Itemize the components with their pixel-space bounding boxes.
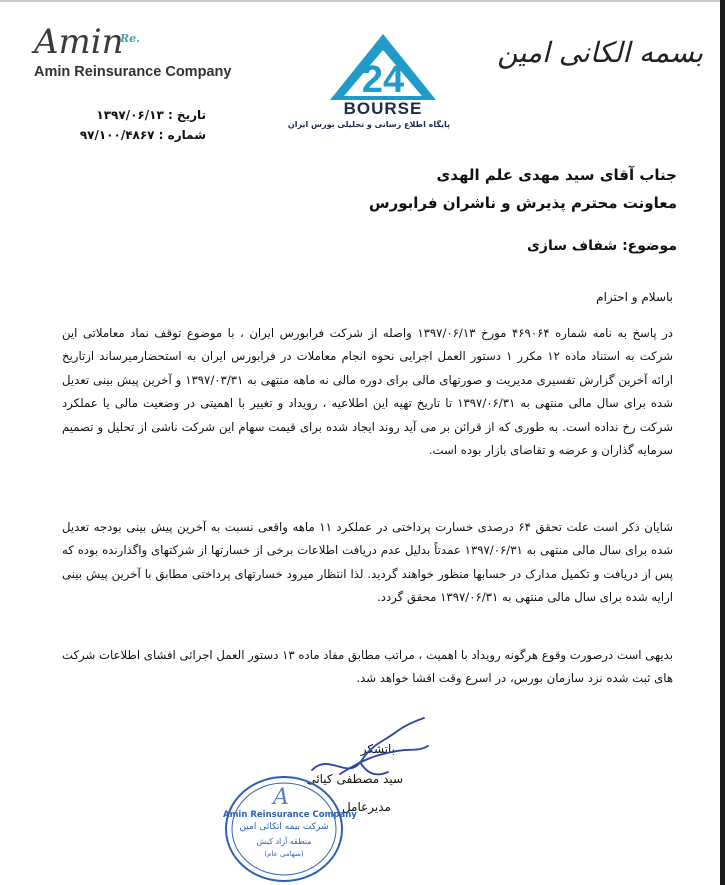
stamp-persian-name: شرکت بیمه اتکائی امین [239,822,329,832]
signature-name: سید مصطفی کیائی [306,772,403,786]
stamp-english-name: Amin Reinsurance Company [223,810,357,820]
signature-thanks: باتشکر [360,742,395,756]
addressee-name: جناب آقای سید مهدی علم الهدی [436,166,677,184]
letter-number: شماره : ۹۷/۱۰۰/۴۸۶۷ [79,128,206,142]
scan-right-edge [720,0,725,885]
greeting: باسلام و احترام [596,290,673,304]
amin-company-name: Amin Reinsurance Company [34,64,232,80]
svg-text:A: A [273,785,289,810]
amin-reinsurance-logo [34,24,244,86]
bourse-number: 24 [361,59,405,101]
letter-subject: موضوع: شفاف سازی [527,238,677,254]
body-paragraph-3: بدیهی است درصورت وقوع هرگونه رویداد با اهمیت ، مراتب مطابق مفاد ماده ۱۳ دستور العمل اجرائی افشای اطلاعات شرکت های ثبت شده نزد سازمان بورس، در اسرع وقت افشا خواهد شد. [62,648,673,686]
bismillah-heading: بسمه الکانی امین [497,36,703,69]
stamp-registration: (سهامی عام) [264,850,304,858]
bourse-subtitle: پایگاه اطلاع رسانی و تحلیلی بورس ایران [287,120,450,129]
stamp-zone: منطقه آزاد کیش [256,837,312,846]
bourse24-logo [287,30,450,140]
bourse-word: BOURSE [343,99,423,118]
company-stamp [223,774,357,884]
amin-logo-script: Amin [34,22,124,62]
bourse-triangle-icon [322,30,444,102]
signature-title: مدیرعامل [341,800,391,814]
amin-logo-re: Re. [120,32,140,45]
body-paragraph-2: شایان ذکر است علت تحقق ۶۴ درصدی خسارت پرداختی در عملکرد ۱۱ ماهه واقعی نسبت به آخرین پیش بینی بودجه تعدیل شده برای سال مالی منتهی به ۱۳۹۷/۰۶/۳۱ عمدتاً بدلیل عدم دریافت اطلاعات برخی از خسارتها از شرکتهای واگذارنده بوده که پس از دریافت و تکمیل مدارک در حسابها منظور خواهند گردید. لذا انتظار میرود خسارتهای پرداختی مطابق با آخرین پیش بینی ارایه شده برای سال مالی منتهی به ۱۳۹۷/۰۶/۳۱ محقق گردد. [62,520,674,605]
scan-top-edge [0,0,725,2]
addressee-title: معاونت محترم پذیرش و ناشران فرابورس [368,194,677,212]
letter-date: تاریخ : ۱۳۹۷/۰۶/۱۳ [96,108,206,122]
body-paragraph-1: در پاسخ به نامه شماره ۴۶۹۰۶۴ مورخ ۱۳۹۷/۰۶/۱۳ واصله از شرکت فرابورس ایران ، با موضوع توقف نماد معاملاتی این شرکت به استناد ماده ۱۲ مکرر ۱ دستور العمل اجرایی نحوه انجام معاملات در فرابورس ایران به استحضارمیرساند ازتاریخ ارائه آخرین گزارش تفسیری مدیریت و صورتهای مالی برای دوره مالی نه ماهه منتهی به ۱۳۹۷/۰۳/۳۱ و آخرین پیش بینی تعدیل شده برای سال مالی منتهی به ۱۳۹۷/۰۶/۳۱ تا تاریخ تهیه این اطلاعیه ، رویداد و تغییر با اهمیتی در وضعیت مالی یا عملکرد شرکت رخ نداده است. به طوری که از قرائن بر می آید روند ایجاد شده برای قیمت سهام این شرکت ناشی از تحلیل و تصمیم سرمایه گذاران و عرضه و تقاضای بازار بوده است. [62,326,674,458]
